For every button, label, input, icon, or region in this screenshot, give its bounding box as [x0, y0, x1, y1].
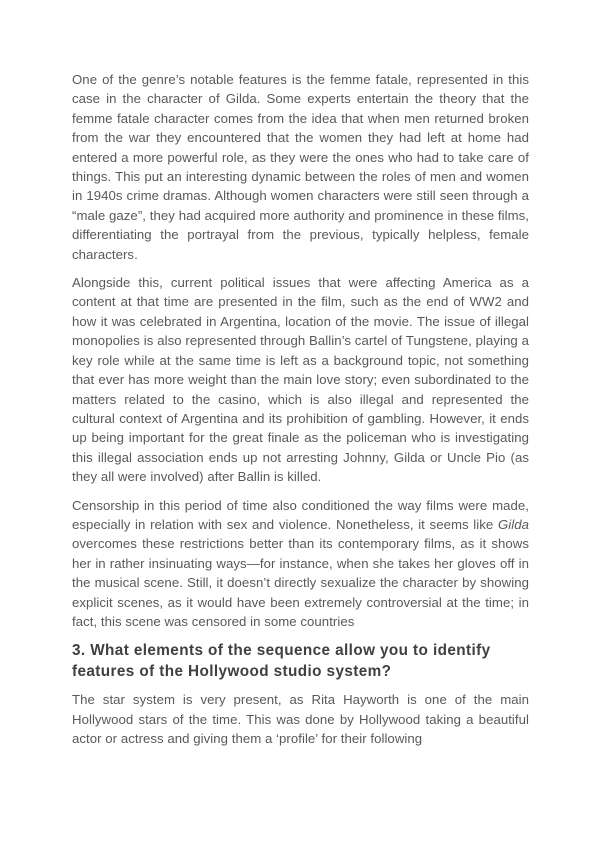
film-title-gilda: Gilda — [497, 516, 529, 532]
censorship-text-start: Censorship in this period of time also conditioned the way films were made, especially in relation with sex and violence. Nonetheless, it seems like — [72, 497, 529, 532]
paragraph-femme-fatale: One of the genre’s notable features is the femme fatale, represented in this case in the character of Gilda. Some experts entertain the theory that the femme fatale character comes from the idea that when men returned broken from the war they encountered that the women they had left at home had entered a more powerful role, as they were the ones who had to take care of things. This put an interesting dynamic between the roles of men and women in 1940s crime dramas. Although women characters were still seen through a “male gaze”, they had acquired more authority and prominence in these films, differentiating the portrayal from the previous, typically helpless, female characters. — [72, 72, 529, 262]
paragraph-censorship — [72, 496, 529, 632]
paragraph-star-system: The star system is very present, as Rita Hayworth is one of the main Hollywood stars of the time. This was done by Hollywood taking a beautiful actor or actress and giving them a ‘profile’ for their following — [72, 692, 529, 747]
censorship-text-end: overcomes these restrictions better than its contemporary films, as it shows her in rather insinuating ways—for instance, when she takes her gloves off in the musical scene. Still, it doesn’t directly sexualize the character by showing explicit scenes, as it would have been extremely controversial at the time; in fact, this scene was censored in some countries — [72, 536, 529, 629]
section-heading-3: 3. What elements of the sequence allow you to identify features of the Hollywood studio system? — [72, 642, 491, 681]
paragraph-political-issues: Alongside this, current political issues that were affecting America as a content at that time are presented in the film, such as the end of WW2 and how it was celebrated in Argentina, location of the movie. The issue of illegal monopolies is also represented through Ballin’s cartel of Tungstene, playing a key role while at the same time is left as a background topic, not something that ever has more weight than the main love story; even subordinated to the matters related to the casino, which is also illegal and represented the cultural context of Argentina and its prohibition of gambling. However, it ends up being important for the great finale as the policeman who is investigating this illegal association ends up not arresting Johnny, Gilda or Uncle Pio (as they all were involved) after Ballin is killed. — [72, 275, 529, 485]
